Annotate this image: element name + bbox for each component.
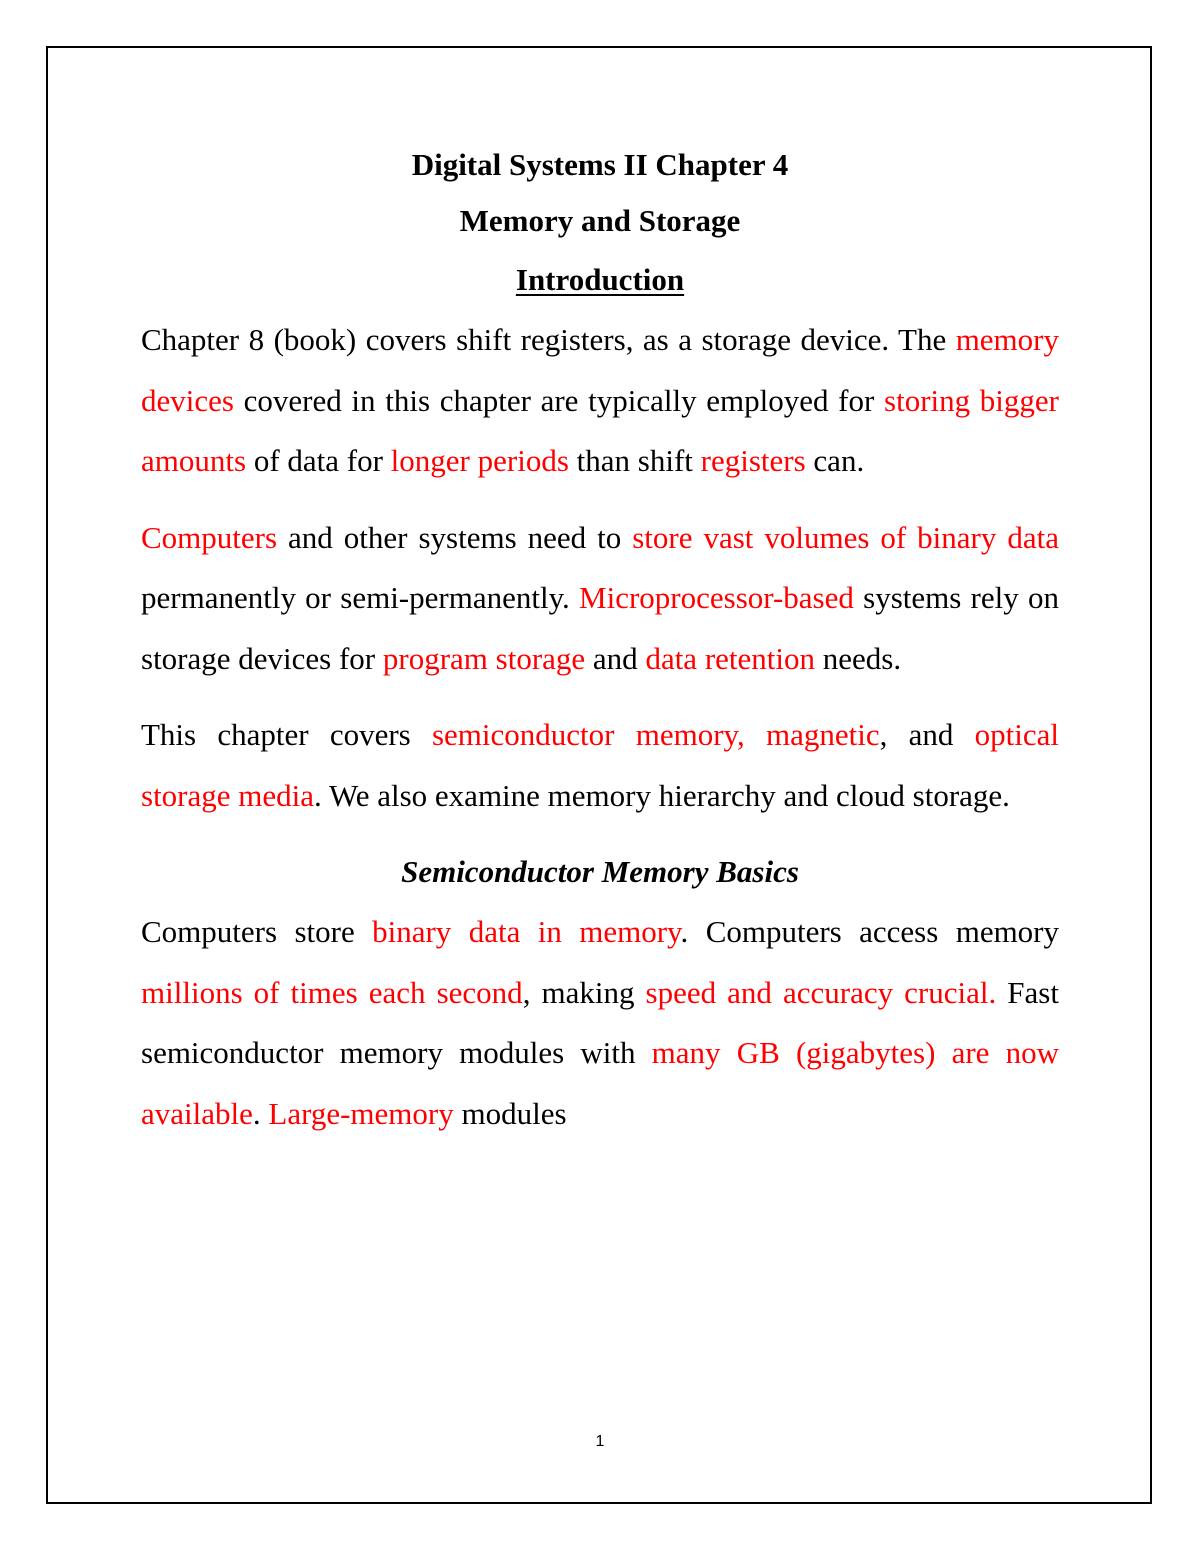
body-text: Fast semiconductor memory modules with [141, 974, 1059, 1070]
paragraph-1 [141, 310, 1059, 492]
highlighted-text: optical storage media [141, 717, 1060, 813]
body-text: . [252, 1095, 269, 1131]
document-subtitle: Memory and Storage [459, 203, 741, 238]
section-heading: Semiconductor Memory Basics [401, 854, 799, 889]
page-number: 1 [595, 1433, 605, 1450]
body-text: . Computers access memory [680, 914, 1060, 949]
body-text: and other systems need to [277, 519, 633, 555]
highlighted-text: semiconductor memory, magnetic [431, 717, 880, 752]
body-text: Chapter 8 (book) covers shift registers, as a storage device. The [141, 322, 956, 357]
highlighted-text: data retention [645, 640, 815, 676]
highlighted-text: Computers [141, 519, 278, 555]
body-text: , making [522, 974, 646, 1010]
highlighted-text: Microprocessor-based [579, 580, 854, 615]
body-text: . We also examine memory hierarchy and cloud storage. [314, 777, 1010, 813]
highlighted-text: store vast volumes of binary data [632, 519, 1059, 555]
highlighted-text: longer periods [390, 443, 569, 478]
body-text: than shift [568, 443, 701, 478]
body-text: modules [453, 1095, 567, 1131]
body-text: covered in this chapter are typically employed for [233, 382, 885, 418]
introduction-heading [141, 250, 1059, 310]
paragraph-4 [141, 902, 1059, 1144]
highlighted-text: many GB (gigabytes) are now available [141, 1035, 1059, 1131]
highlighted-text: binary data in memory [372, 914, 681, 949]
body-text: of data for [246, 443, 391, 478]
paragraph-3 [141, 705, 1059, 826]
body-text: Computers store [141, 914, 373, 949]
introduction-heading-text: Introduction [515, 262, 685, 297]
highlighted-text: registers [700, 443, 806, 478]
document-body [141, 138, 1059, 1144]
document-title: Digital Systems II Chapter 4 [411, 147, 789, 182]
body-text: permanently or semi-permanently. [141, 580, 580, 615]
body-text: , and [879, 717, 975, 752]
body-text: systems rely on storage devices for [141, 580, 1059, 676]
highlighted-text: memory devices [141, 322, 1059, 418]
paragraph-2 [141, 508, 1059, 690]
body-text: This chapter covers [141, 717, 432, 752]
highlighted-text: millions of times each second [141, 974, 523, 1010]
body-text: can. [805, 443, 865, 478]
highlighted-text: storing bigger amounts [141, 382, 1060, 478]
highlighted-text: program storage [382, 640, 586, 676]
highlighted-text: speed and accuracy crucial. [645, 974, 997, 1010]
highlighted-text: Large-memory [268, 1095, 454, 1131]
body-text: and [585, 640, 646, 676]
body-text: needs. [815, 640, 902, 676]
